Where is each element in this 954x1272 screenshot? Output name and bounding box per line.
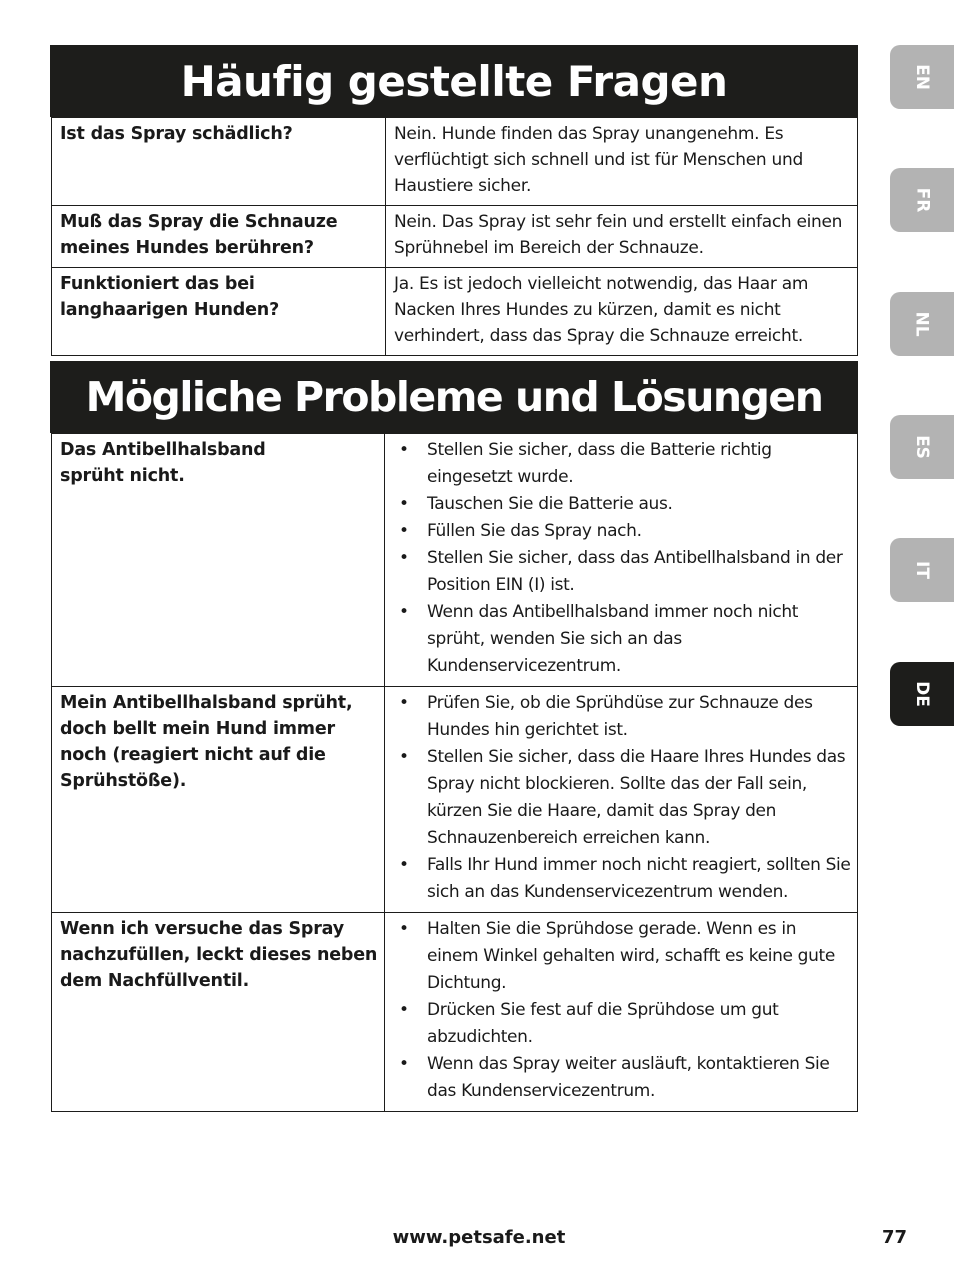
- solution-item: [399, 518, 851, 545]
- faq-answer-cell: [386, 268, 858, 356]
- bullet-icon: •: [399, 548, 409, 568]
- solution-item: [399, 437, 851, 491]
- solution-text: Drücken Sie fest auf die Sprühdose um gut abzudichten.: [427, 1000, 779, 1047]
- faq-question-cell: [52, 268, 386, 356]
- bullet-icon: •: [399, 855, 409, 875]
- bullet-icon: •: [399, 747, 409, 767]
- language-tab-label: EN: [912, 64, 932, 90]
- bullet-icon: •: [399, 919, 409, 939]
- bullet-icon: •: [399, 440, 409, 460]
- bullet-icon: •: [399, 1054, 409, 1074]
- faq-answer-cell: [386, 206, 858, 268]
- faq-section-title: Häufig gestellte Fragen: [50, 45, 858, 117]
- solution-text: Füllen Sie das Spray nach.: [427, 521, 642, 541]
- faq-row: [52, 118, 858, 206]
- faq-question-cell: [52, 206, 386, 268]
- solutions-list: [385, 434, 857, 686]
- faq-question: Funktioniert das bei langhaarigen Hunden?: [60, 274, 280, 320]
- problem-row: [52, 687, 858, 913]
- problem-text: Das Antibellhalsband sprüht nicht.: [60, 440, 266, 486]
- solution-item: [399, 997, 851, 1051]
- problem-row: [52, 434, 858, 687]
- problem-text: Mein Antibellhalsband sprüht, doch bellt mein Hund immer noch (reagiert nicht auf die Sprühstöße).: [60, 693, 353, 791]
- problem-cell: [52, 913, 385, 1112]
- language-tab-fr[interactable]: [890, 168, 954, 232]
- page-number: 77: [882, 1227, 908, 1248]
- language-tab-it[interactable]: [890, 538, 954, 602]
- solution-text: Stellen Sie sicher, dass das Antibellhalsband in der Position EIN (I) ist.: [427, 548, 843, 595]
- solutions-list: [385, 687, 857, 912]
- language-tab-label: FR: [911, 187, 932, 213]
- problem-row: [52, 913, 858, 1112]
- solution-item: [399, 690, 851, 744]
- bullet-icon: •: [399, 521, 409, 541]
- problem-cell: [52, 434, 385, 687]
- problem-text: Wenn ich versuche das Spray nachzufüllen, leckt dieses neben dem Nachfüllventil.: [60, 919, 378, 991]
- solution-text: Wenn das Antibellhalsband immer noch nicht sprüht, wenden Sie sich an das Kundenservicezentrum.: [427, 602, 799, 676]
- faq-question: Ist das Spray schädlich?: [60, 124, 293, 144]
- solution-text: Stellen Sie sicher, dass die Haare Ihres Hundes das Spray nicht blockieren. Sollte das der Fall sein, kürzen Sie die Haare, damit das Spray den Schnauzenbereich erreichen kann.: [427, 747, 846, 848]
- solution-item: [399, 491, 851, 518]
- solution-text: Falls Ihr Hund immer noch nicht reagiert, sollten Sie sich an das Kundenservicezentrum wenden.: [427, 855, 851, 902]
- language-tab-de[interactable]: [890, 662, 954, 726]
- problem-cell: [52, 687, 385, 913]
- solutions-cell: [385, 434, 858, 687]
- faq-table: [51, 117, 858, 356]
- problems-section-title: Mögliche Probleme und Lösungen: [50, 361, 858, 433]
- faq-answer: Ja. Es ist jedoch vielleicht notwendig, das Haar am Nacken Ihres Hundes zu kürzen, damit es nicht verhindert, dass das Spray die Schnauze erreicht.: [394, 274, 809, 346]
- language-tab-en[interactable]: [890, 45, 954, 109]
- faq-row: [52, 206, 858, 268]
- language-tab-label: NL: [912, 311, 932, 337]
- language-tab-label: DE: [911, 681, 932, 707]
- footer-url: www.petsafe.net: [392, 1227, 566, 1248]
- faq-answer: Nein. Das Spray ist sehr fein und erstellt einfach einen Sprühnebel im Bereich der Schnauze.: [394, 212, 843, 258]
- faq-question-cell: [52, 118, 386, 206]
- solution-item: [399, 599, 851, 680]
- bullet-icon: •: [399, 693, 409, 713]
- problems-table: [51, 433, 858, 1112]
- faq-question: Muß das Spray die Schnauze meines Hundes berühren?: [60, 212, 338, 258]
- solutions-cell: [385, 687, 858, 913]
- language-tab-es[interactable]: [890, 415, 954, 479]
- bullet-icon: •: [399, 602, 409, 622]
- solution-item: [399, 852, 851, 906]
- solutions-cell: [385, 913, 858, 1112]
- solution-item: [399, 744, 851, 852]
- solution-text: Wenn das Spray weiter ausläuft, kontaktieren Sie das Kundenservicezentrum.: [427, 1054, 830, 1101]
- solution-item: [399, 545, 851, 599]
- faq-answer-cell: [386, 118, 858, 206]
- solutions-list: [385, 913, 857, 1111]
- faq-answer: Nein. Hunde finden das Spray unangenehm. Es verflüchtigt sich schnell und ist für Menschen und Haustiere sicher.: [394, 124, 803, 196]
- solution-text: Halten Sie die Sprühdose gerade. Wenn es in einem Winkel gehalten wird, schafft es keine gute Dichtung.: [427, 919, 835, 993]
- language-tab-label: ES: [911, 435, 932, 459]
- solution-text: Stellen Sie sicher, dass die Batterie richtig eingesetzt wurde.: [427, 440, 772, 487]
- faq-row: [52, 268, 858, 356]
- solution-text: Prüfen Sie, ob die Sprühdüse zur Schnauze des Hundes hin gerichtet ist.: [427, 693, 813, 740]
- bullet-icon: •: [399, 1000, 409, 1020]
- solution-item: [399, 1051, 851, 1105]
- solution-text: Tauschen Sie die Batterie aus.: [427, 494, 673, 514]
- solution-item: [399, 916, 851, 997]
- language-tab-label: IT: [911, 561, 932, 579]
- bullet-icon: •: [399, 494, 409, 514]
- language-tab-nl[interactable]: [890, 292, 954, 356]
